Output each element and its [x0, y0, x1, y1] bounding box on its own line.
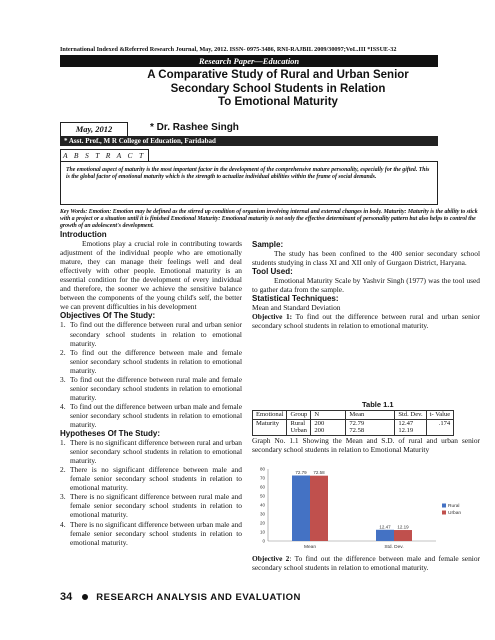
objective-item: 3. To find out the difference between rural male and female senior secondary school students in relation to emotional maturity.	[60, 374, 242, 402]
right-column-top	[252, 240, 480, 330]
table-header: t- Value	[426, 411, 454, 420]
table-header: Group	[287, 411, 311, 420]
y-tick-label: 20	[259, 520, 265, 526]
y-tick-label: 0	[262, 538, 265, 544]
title-line: Secondary School Students in Relation	[170, 82, 386, 95]
objective-item: 2. To find out the difference between male and female senior secondary school students in relation to emotional maturity.	[60, 347, 242, 375]
author-name: * Dr. Rashee Singh	[150, 122, 239, 133]
bar	[394, 530, 412, 541]
tool-text: Emotional Maturity Scale by Yashvir Singh (1977) was the tool used to gather data from the sample.	[252, 276, 480, 295]
page-footer	[60, 591, 480, 603]
abstract-label: A B S T R A C T	[60, 149, 149, 162]
statistics-heading: Statistical Techniques:	[252, 294, 339, 304]
data-label: 12.19	[397, 524, 409, 530]
left-column	[60, 230, 242, 547]
tool-heading: Tool Used:	[252, 267, 293, 277]
legend-label: Urban	[448, 511, 462, 516]
x-tick-label: Std. Dev.	[384, 545, 404, 550]
data-label: 12.47	[379, 524, 391, 530]
hypothesis-item: 3. There is no significant difference between rural male and female senior secondary school students in relation to emotional maturity.	[60, 492, 242, 520]
intro-heading: Introduction	[60, 230, 107, 239]
table-header: Std. Dev.	[395, 411, 426, 420]
table-title: Table 1.1	[362, 400, 394, 409]
hypothesis-item: 2. There is no significant difference between male and female senior secondary school students in relation to emotional maturity.	[60, 465, 242, 493]
section-band: Research Paper—Education	[60, 55, 438, 67]
x-tick-label: Mean	[304, 545, 316, 550]
legend-swatch	[442, 511, 446, 515]
keywords: Key Words: Emotion: Emotion may be defined as the stirred up condition of organism involving internal and external changes in body. Maturity: Maturity is the ability to stick with a project or a situation until it is finished Emotional Maturity: Emotional maturity is not only the effective determinant of personality pattern but also helps to control the growth of an adolescent's development.	[60, 209, 478, 230]
objective-item: 1. To find out the difference between rural and urban senior secondary school students in relation to emotional maturity.	[60, 320, 242, 348]
table-header-row	[253, 411, 454, 420]
title-line: To Emotional Maturity	[218, 96, 338, 109]
y-tick-label: 40	[259, 502, 265, 508]
intro-text: Emotions play a crucial role in contributing towards adjustment of the individual people who are emotionally mature, they can manage their feelings well and deal effectively with other people. Emotional maturity is an essential condition for the development of every individual and therefore, the sooner we achieve the sensitive balance between the components of the young child's self, the better we can prevent difficulties in his development	[60, 239, 242, 312]
bar	[292, 475, 310, 541]
bullet-icon	[82, 594, 88, 600]
author-affiliation: * Asst. Prof., M R College of Education, Faridabad	[60, 136, 438, 146]
y-tick-label: 70	[259, 475, 265, 481]
objective-item: 4. To find out the difference between urban male and female senior secondary school students in relation to emotional maturity.	[60, 401, 242, 429]
statistics-text: Mean and Standard Deviation	[252, 303, 341, 313]
table-cell: 200 200	[311, 419, 346, 435]
data-label: 72.58	[313, 470, 325, 476]
footer-title: RESEARCH ANALYSIS AND EVALUATION	[96, 591, 301, 603]
title-line: A Comparative Study of Rural and Urban Senior	[147, 69, 409, 81]
y-tick-label: 60	[259, 484, 265, 490]
table-cell: Maturity	[253, 419, 287, 435]
table-header: Mean	[346, 411, 395, 420]
issue-date: May, 2012	[60, 122, 128, 137]
bar-chart	[252, 465, 480, 551]
table-cell: .174	[426, 419, 454, 435]
page-number: 34	[60, 591, 73, 603]
hypothesis-item: 4. There is no significant difference between urban male and female senior secondary school students in relation to emotional maturity.	[60, 519, 242, 547]
abstract-text: The emotional aspect of maturity is the most important factor in the development of the comprehensive mature personality, especially for the gifted. This is the global factor of emotional maturity which is the strength to actualize individual abilities within the frame of social demands.	[60, 161, 438, 205]
table-cell: 12.47 12.19	[395, 419, 426, 435]
y-tick-label: 50	[259, 493, 265, 499]
y-tick-label: 10	[259, 529, 265, 535]
sample-text: The study has been confined to the 400 senior secondary school students studying in class XI and XII only of Gurgaon District, Haryana.	[252, 249, 480, 268]
table-cell: Rural Urban	[287, 419, 311, 435]
objective-2: Objective 2: To find out the difference between male and female senior secondary school students in relation to emotional maturity.	[252, 554, 480, 573]
sample-heading: Sample:	[252, 240, 284, 249]
objectives-heading: Objectives Of The Study:	[60, 311, 156, 321]
y-tick-label: 30	[259, 511, 265, 517]
hypotheses-heading: Hypotheses Of The Study:	[60, 429, 161, 439]
journal-header: International Indexed &Referred Research Journal, May, 2012. ISSN- 0975-3486, RNI-RAJBIL 2009/30097;VoL.III *ISSUE-32	[60, 46, 397, 53]
table-header: Emotional	[253, 411, 287, 420]
graph-caption: Graph No. 1.1 Showing the Mean and S.D. of rural and urban senior secondary school students in relation to Emotional Maturity	[252, 436, 480, 455]
data-label: 72.79	[295, 469, 307, 475]
table-cell: 72.79 72.58	[346, 419, 395, 435]
paper-title	[128, 69, 428, 110]
objective-1: Objective 1: To find out the difference between rural and urban senior secondary school students in relation to emotional maturity.	[252, 312, 480, 331]
table-header: N	[311, 411, 346, 420]
bar	[376, 530, 394, 541]
hypothesis-item: 1. There is no significant difference between rural and urban senior secondary school students in relation to emotional maturity.	[60, 438, 242, 466]
bar	[310, 476, 328, 541]
legend-swatch	[442, 504, 446, 508]
table-row	[253, 419, 454, 435]
legend-label: Rural	[448, 504, 460, 509]
y-tick-label: 80	[259, 466, 265, 472]
results-table	[252, 410, 454, 436]
